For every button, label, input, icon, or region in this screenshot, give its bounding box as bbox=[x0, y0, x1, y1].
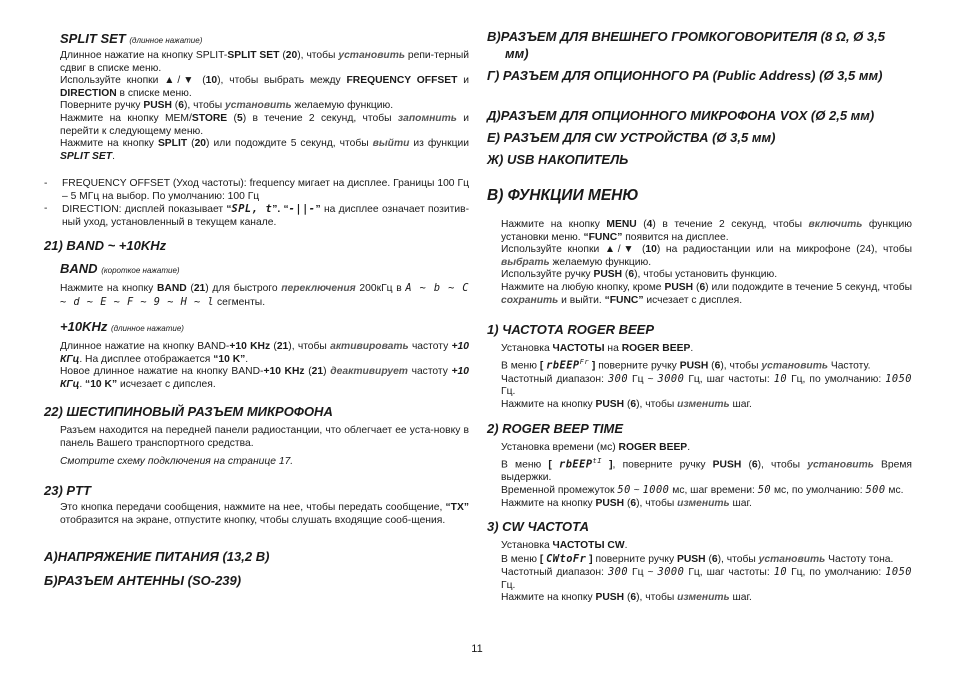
split-set-p4: Нажмите на кнопку MEM/STORE (5) в течение 2 секунд, чтобы запомнить и перейти к следующему меню. bbox=[60, 112, 469, 137]
band-sub-heading: BAND (короткое нажатие) bbox=[60, 261, 180, 276]
split-set-list bbox=[44, 178, 469, 229]
ptt-heading-block bbox=[44, 482, 469, 499]
menu-heading: В) ФУНКЦИИ МЕНЮ bbox=[487, 187, 639, 204]
mic-body bbox=[60, 425, 469, 469]
roger-freq-p3: Частотный диапазон: 300 Гц ~ 3000 Гц, шаг частоты: 10 Гц, по умолчанию: 1050 Гц. bbox=[501, 372, 913, 398]
roger-time-p4: Нажмите на кнопку PUSH (6), чтобы изменить шаг. bbox=[501, 497, 752, 509]
cw-body bbox=[501, 540, 912, 605]
cw-p2: В меню [ CWtoFr ] поверните ручку PUSH (6), чтобы установить Частоту тона. bbox=[501, 552, 894, 565]
connector-zh-block bbox=[487, 151, 912, 168]
split-set-heading: SPLIT SET (длинное нажатие) bbox=[60, 31, 203, 46]
cw-p3: Частотный диапазон: 300 Гц ~ 3000 Гц, шаг частоты: 10 Гц, по умолчанию: 1050 Гц. bbox=[501, 566, 913, 591]
mic-heading: 22) ШЕСТИПИНОВЫЙ РАЗЪЕМ МИКРОФОНА bbox=[44, 404, 333, 419]
band-p1: Нажмите на кнопку BAND (21) для быстрого переключения 200кГц в A ~ b ~ C ~ d ~ E ~ F ~ 9 ~ H ~ l сегменты. bbox=[60, 282, 470, 308]
roger-time-p3: Временной промежуток 50 ~ 1000 мс, шаг времени: 50 мс, по умолчанию: 500 мс. bbox=[501, 484, 904, 497]
menu-p2: Используйте кнопки ▲/▼ (10) на радиостанции или на микрофоне (24), чтобы выбрать желаемую функцию. bbox=[501, 244, 912, 268]
roger-time-body bbox=[501, 442, 912, 510]
roger-time-p1: Установка времени (мс) ROGER BEEP. bbox=[501, 442, 691, 453]
power-heading-block bbox=[44, 548, 469, 565]
ptt-body bbox=[60, 502, 469, 527]
connector-g-block bbox=[487, 67, 912, 84]
menu-heading-block bbox=[487, 186, 912, 205]
k10-p2: Новое длинное нажатие на кнопку BAND-+10 KHz (21) деактивирует частоту +10 КГц. “10 K” исчезает с дипслея. bbox=[60, 366, 470, 390]
band-sub-heading-block bbox=[60, 260, 469, 279]
roger-freq-p2: В меню [ rbEEP$^{Fr}$ ] поверните ручку PUSH (6), чтобы установить Частоту. bbox=[501, 357, 871, 372]
cw-p1: Установка ЧАСТОТЫ CW. bbox=[501, 540, 628, 551]
power-heading: А)НАПРЯЖЕНИЕ ПИТАНИЯ (13,2 В) bbox=[44, 549, 270, 564]
band-heading-block bbox=[44, 237, 469, 254]
connector-e-heading: Е) РАЗЪЕМ ДЛЯ CW УСТРОЙСТВА (Ø 3,5 мм) bbox=[487, 130, 776, 145]
connector-v-block bbox=[487, 28, 912, 62]
cw-p4: Нажмите на кнопку PUSH (6), чтобы изменить шаг. bbox=[501, 592, 752, 604]
roger-freq-heading-block bbox=[487, 321, 912, 338]
k10-sub-heading-block bbox=[60, 318, 469, 337]
connector-zh-heading: Ж) USB НАКОПИТЕЛЬ bbox=[487, 152, 629, 167]
menu-p1: Нажмите на кнопку MENU (4) в течение 2 секунд, чтобы включить функцию установки меню. “FUNC” появится на дисплее. bbox=[501, 219, 912, 243]
roger-freq-body bbox=[501, 343, 912, 411]
roger-time-p2: В меню [ rbEEP$^{tI}$ ], поверните ручку PUSH (6), чтобы установить Время выдержки. bbox=[501, 456, 912, 483]
menu-body bbox=[501, 219, 912, 307]
mic-heading-block bbox=[44, 403, 469, 420]
roger-freq-p1: Установка ЧАСТОТЫ на ROGER BEEP. bbox=[501, 343, 694, 354]
connector-g-heading: Г) РАЗЪЕМ ДЛЯ ОПЦИОННОГО PA (Public Address) (Ø 3,5 мм) bbox=[487, 68, 883, 83]
mic-p1: Разъем находится на передней панели радиостанции, что облегчает ее уста-новку в панель Вашего транспортного средства. bbox=[60, 425, 469, 449]
list-item: - DIRECTION: дисплей показывает “SPL, t”. “-||-” на дисплее означает позитив-ный уход, установленный в текущем канале. bbox=[44, 203, 469, 229]
ptt-p1: Это кнопка передачи сообщения, нажмите на нее, чтобы передать сообщение, “TX” отобразится на экране, отпустите кнопку, чтобы слушать входящие сооб-щения. bbox=[60, 502, 469, 526]
cw-heading: 3) CW ЧАСТОТА bbox=[487, 519, 589, 534]
split-set-p2: Используйте кнопки ▲/▼ (10), чтобы выбрать между FREQUENCY OFFSET и DIRECTION в списке меню. bbox=[60, 75, 469, 99]
band-section-heading: 21) BAND ~ +10KHz bbox=[44, 238, 167, 253]
page-number: 11 bbox=[471, 643, 483, 655]
antenna-heading: Б)РАЗЪЕМ АНТЕННЫ (SO-239) bbox=[44, 573, 242, 588]
split-set-p3: Поверните ручку PUSH (6), чтобы установить желаемую функцию. bbox=[60, 100, 394, 112]
roger-time-heading-block bbox=[487, 420, 912, 437]
k10-p1: Длинное нажатие на кнопку BAND-+10 KHz (21), чтобы активировать частоту +10 КГц. На дисплее отображается “10 K”. bbox=[60, 341, 469, 365]
split-set-p1: Длинное нажатие на кнопку SPLIT-SPLIT SET (20), чтобы установить репи-терный сдвиг в списке меню. bbox=[60, 50, 469, 74]
roger-freq-heading: 1) ЧАСТОТА ROGER BEEP bbox=[487, 322, 655, 337]
roger-freq-p4: Нажмите на кнопку PUSH (6), чтобы изменить шаг. bbox=[501, 398, 752, 410]
k10-body bbox=[60, 341, 469, 391]
mic-p2: Смотрите схему подключения на странице 17. bbox=[60, 456, 294, 468]
split-set-section bbox=[44, 30, 469, 49]
connector-v-heading: В)РАЗЪЕМ ДЛЯ ВНЕШНЕГО ГРОМКОГОВОРИТЕЛЯ (8 Ω, Ø 3,5 мм) bbox=[487, 29, 885, 61]
split-set-p5: Нажмите на кнопку SPLIT (20) или подождите 5 секунд, чтобы выйти из функции SPLIT SET. bbox=[60, 138, 470, 162]
menu-p3: Используйте ручку PUSH (6), чтобы установить функцию. bbox=[501, 269, 778, 281]
list-item: - FREQUENCY OFFSET (Уход частоты): frequency мигает на дисплее. Границы 100 Гц – 5 МГц на выбор. По умолчанию: 100 Гц bbox=[44, 178, 469, 203]
band-p1-block bbox=[60, 282, 469, 309]
roger-time-heading: 2) ROGER BEEP TIME bbox=[487, 421, 624, 436]
connector-e-block bbox=[487, 129, 912, 146]
antenna-heading-block bbox=[44, 572, 469, 589]
menu-p4: Нажмите на любую кнопку, кроме PUSH (6) или подождите в течение 5 секунд, чтобы сохранить и выйти. “FUNC” исчезает с дисплея. bbox=[501, 281, 912, 306]
connector-d-block bbox=[487, 107, 912, 124]
ptt-heading: 23) PTT bbox=[44, 483, 91, 498]
k10-sub-heading: +10KHz (длинное нажатие) bbox=[60, 319, 184, 334]
split-set-body bbox=[60, 50, 469, 163]
cw-heading-block bbox=[487, 518, 912, 535]
connector-d-heading: Д)РАЗЪЕМ ДЛЯ ОПЦИОННОГО МИКРОФОНА VOX (Ø 2,5 мм) bbox=[487, 108, 875, 123]
